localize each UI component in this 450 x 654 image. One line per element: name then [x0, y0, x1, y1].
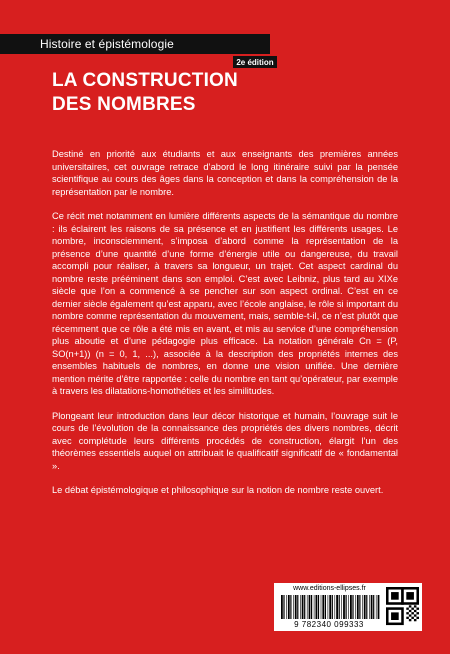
back-cover-text [52, 148, 398, 509]
edition-badge: 2e édition [233, 56, 277, 68]
paragraph: Ce récit met notamment en lumière différents aspects de la sémantique du nombre : ils éclairent les raisons de sa présence et en justifient les différents usages. Le nombre, inconsciemment, s’imposa d’abord comme la représentation de la présence d’une quantité d’une forme d’énergie utile ou dangereuse, du travail accompli pour réaliser, à travers sa longueur, un trajet. Cet aspect cardinal du nombre reste prééminent dans son emploi. C’est avec Leibniz, plus tard au XIXe siècle que l’on a commencé à se pencher sur son aspect ordinal. C’est en ce dernier siècle également qu’est apparu, avec l’école anglaise, le rôle si important du nombre comme représentation du mouvement, mais, semble-t-il, ce n’est plutôt que récemment que ce rôle a été mis en avant, et mis au service d’une compréhension plus aboutie et d’une pédagogie plus efficace. La notation générale Cn = (P, SO(n+1)) (n = 0, 1, ...), associée à la description des propriétés internes des ensembles habituels de nombres, en donne une vision unifiée. Une dernière mention mérite d’être rapportée : celle du nombre en tant qu’opérateur, par exemple à travers les dilatations-homothéties et les similitudes. [52, 211, 398, 396]
qr-code-icon [386, 587, 419, 627]
publisher-url: www.editions-ellipses.fr [293, 585, 366, 592]
barcode-icon [280, 595, 380, 619]
paragraph: Le débat épistémologique et philosophique sur la notion de nombre reste ouvert. [52, 485, 384, 495]
paragraph: Destiné en priorité aux étudiants et aux enseignants des premières années universitaires, cet ouvrage retrace d’abord le long itinéraire suivi par la pensée scientifique au cours des âges dans la conception et dans la compréhension de la représentation par le nombre. [52, 149, 398, 197]
barcode-box [274, 583, 422, 631]
paragraph: Plongeant leur introduction dans leur décor historique et humain, l’ouvrage suit le cours de l’évolution de la connaissance des propriétés des divers nombres, décrit avec complétude leurs différents procédés de construction, élargit l’un des théorèmes essentiels auquel on attribuait le qualificatif significatif de « fondamental ». [52, 410, 398, 471]
title-line-1: LA CONSTRUCTION [52, 70, 238, 91]
title-line-2: DES NOMBRES [52, 94, 196, 115]
series-band [0, 34, 270, 54]
isbn-digits: 9 782340 099333 [294, 620, 364, 629]
series-label: Histoire et épistémologie [40, 37, 174, 51]
book-title [52, 69, 238, 117]
